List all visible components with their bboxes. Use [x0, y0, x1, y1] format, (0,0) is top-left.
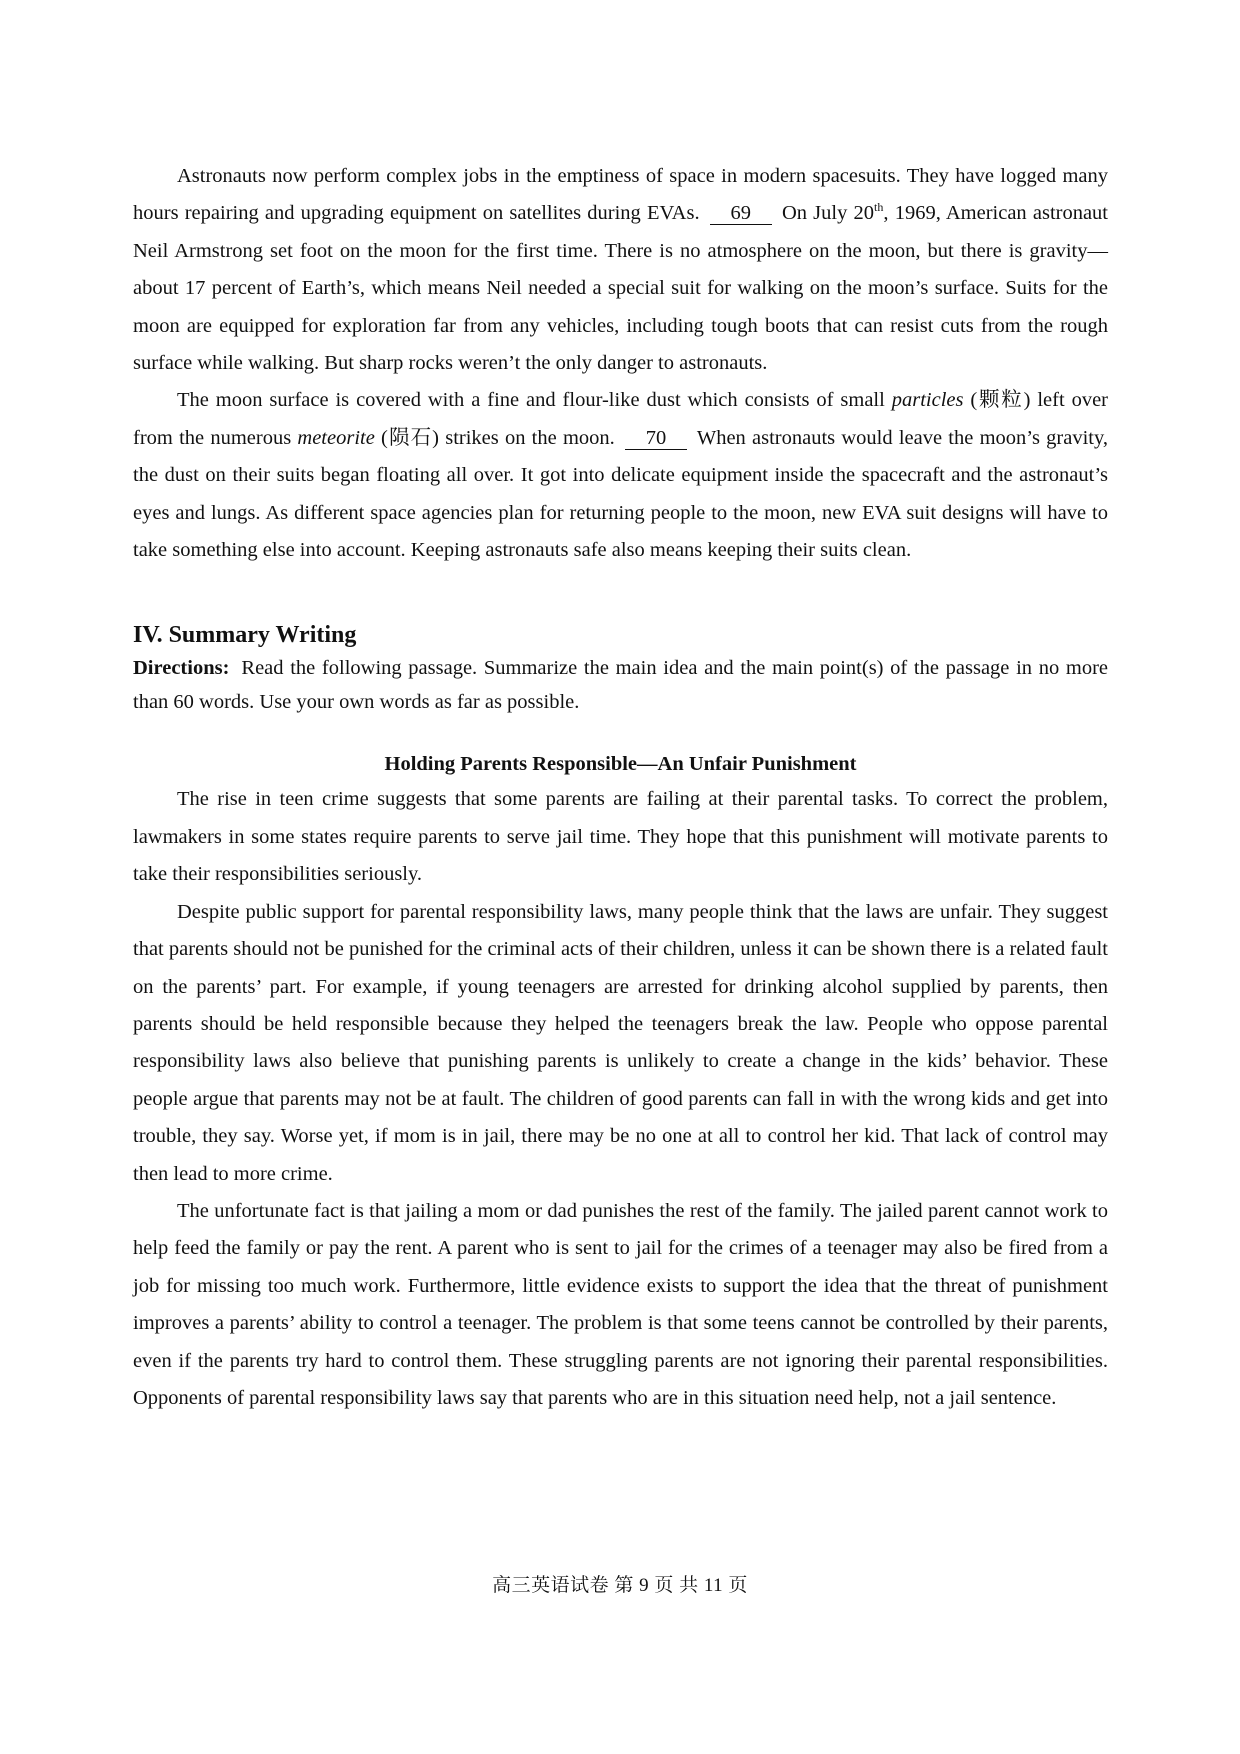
directions-label: Directions:	[133, 657, 230, 680]
p1-text-a: Astronauts now perform complex jobs in the emptiness of space in modern spacesuits. They have logged many hours repairing and upgrading equipment on satellites during EVAs.	[133, 165, 1108, 225]
passage-title: Holding Parents Responsible—An Unfair Punishment	[384, 753, 857, 776]
p2-text-d: When astronauts would leave the moon’s gravity, the dust on their suits began floating all over. It got into delicate equipment inside the spacecraft and the astronaut’s eyes and lungs. As different space agencies plan for returning people to the moon, new EVA suit designs will have to take something else into account. Keeping astronauts safe also means keeping their suits clean.	[133, 426, 1109, 562]
p2-text-a: The moon surface is covered with a fine and flour-like dust which consists of small	[177, 389, 892, 412]
word-meteorite: meteorite	[297, 426, 375, 449]
passage-paragraph-3: The unfortunate fact is that jailing a mom or dad punishes the rest of the family. The jailed parent cannot work to help feed the family or pay the rent. A parent who is sent to jail for the crimes of a teenager may also be fired from a job for missing too much work. Furthermore, little evidence exists to support the idea that the threat of punishment improves a parents’ ability to control a teenager. The problem is that some teens cannot be controlled by their parents, even if the parents try hard to control them. These struggling parents are not ignoring their parental responsibilities. Opponents of parental responsibility laws say that parents who are in this situation need help, not a jail sentence.	[133, 1199, 1108, 1409]
passage-paragraph-1: The rise in teen crime suggests that some parents are failing at their parental tasks. To correct the problem, lawmakers in some states require parents to serve jail time. They hope that this punishment will motivate parents to take their responsibilities seriously.	[133, 788, 1108, 886]
p1-sup: th	[874, 200, 884, 215]
section-title: IV. Summary Writing	[133, 622, 357, 649]
blank-70: 70	[625, 427, 687, 450]
space-paragraph-1	[133, 158, 1108, 382]
directions	[133, 651, 1108, 719]
gloss-meteorite: (陨石)	[374, 426, 446, 449]
blank-69: 69	[710, 202, 772, 225]
p1-text-b: On July 20	[781, 202, 875, 225]
gloss-particles: (颗粒)	[963, 389, 1038, 412]
p2-text-b: left over from the numerous	[133, 389, 1109, 449]
page-footer: 高三英语试卷 第 9 页 共 11 页	[492, 1575, 748, 1596]
passage-paragraph-2: Despite public support for parental responsibility laws, many people think that the laws are unfair. They suggest that parents should not be punished for the criminal acts of their children, unless it can be shown there is a related fault on the parents’ part. For example, if young teenagers are arrested for drinking alcohol supplied by parents, then parents should be held responsible because they helped the teenagers break the law. People who oppose parental responsibility laws also believe that punishing parents is unlikely to create a change in the kids’ behavior. These people argue that parents may not be at fault. The children of good parents can fall in with the wrong kids and get into trouble, they say. Worse yet, if mom is in jail, there may be no one at all to control her kid. That lack of control may then lead to more crime.	[133, 900, 1108, 1185]
p2-text-c: strikes on the moon.	[445, 426, 615, 449]
space-paragraph-2	[133, 382, 1108, 569]
directions-text: Read the following passage. Summarize the main idea and the main point(s) of the passage in no more than 60 words. Use your own words as far as possible.	[133, 657, 1108, 714]
p1-text-c: , 1969, American astronaut Neil Armstrong set foot on the moon for the first time. There is no atmosphere on the moon, but there is gravity—about 17 percent of Earth’s, which means Neil needed a special suit for walking on the moon’s surface. Suits for the moon are equipped for exploration far from any vehicles, including tough boots that can resist cuts from the rough surface while walking. But sharp rocks weren’t the only danger to astronauts.	[133, 202, 1109, 375]
word-particles: particles	[891, 389, 964, 412]
